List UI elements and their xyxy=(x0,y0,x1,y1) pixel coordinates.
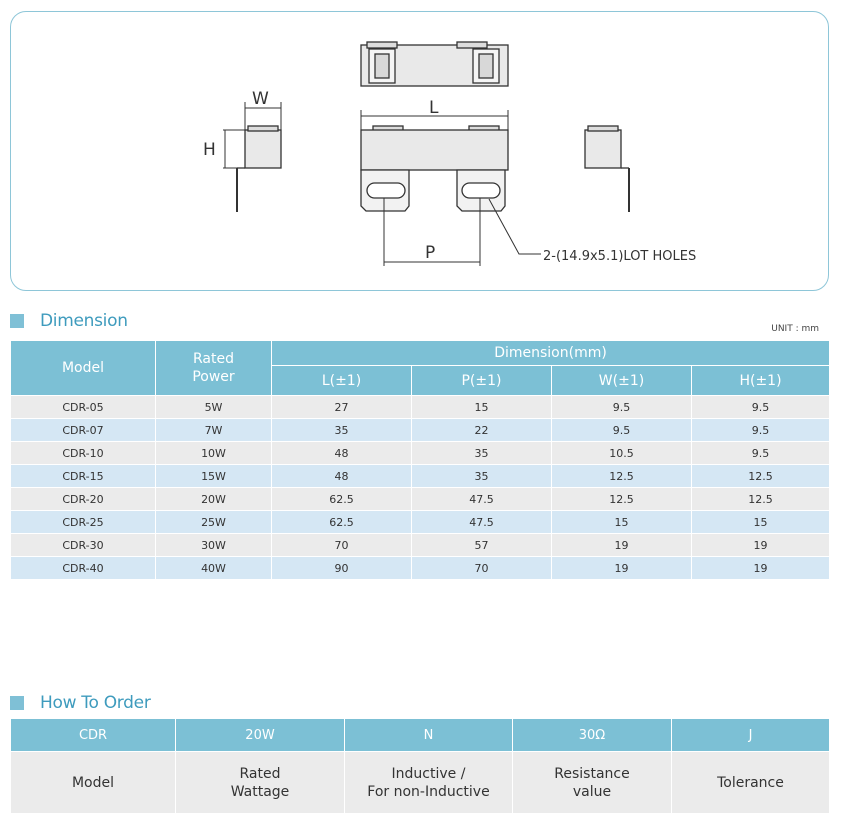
cell-w: 9.5 xyxy=(552,419,692,442)
cell-p: 47.5 xyxy=(412,511,552,534)
h-dimension-line xyxy=(223,130,245,168)
cell-model: CDR-05 xyxy=(11,396,156,419)
cell-power: 5W xyxy=(156,396,272,419)
order-table xyxy=(10,718,830,814)
cell-p: 47.5 xyxy=(412,488,552,511)
header-dimension: Dimension(mm) xyxy=(272,341,830,366)
order-description-row xyxy=(11,752,830,814)
cell-p: 15 xyxy=(412,396,552,419)
order-code-tolerance: J xyxy=(672,719,830,752)
cell-l: 90 xyxy=(272,557,412,580)
cell-power: 25W xyxy=(156,511,272,534)
table-row xyxy=(11,442,830,465)
order-desc-model: Model xyxy=(11,752,176,814)
cell-l: 48 xyxy=(272,465,412,488)
order-desc-inductive: Inductive / For non-Inductive xyxy=(345,752,513,814)
cell-power: 30W xyxy=(156,534,272,557)
dimension-title: Dimension xyxy=(40,311,128,331)
table-row xyxy=(11,465,830,488)
order-code-wattage: 20W xyxy=(176,719,345,752)
cell-p: 35 xyxy=(412,465,552,488)
side-view-right xyxy=(585,126,629,212)
top-view xyxy=(361,42,508,86)
header-rated-power: Rated Power xyxy=(156,341,272,396)
table-row xyxy=(11,557,830,580)
front-view xyxy=(361,126,508,170)
label-l: L xyxy=(429,98,439,118)
cell-p: 22 xyxy=(412,419,552,442)
label-p: P xyxy=(425,243,436,263)
cell-p: 57 xyxy=(412,534,552,557)
table-row xyxy=(11,396,830,419)
cell-h: 12.5 xyxy=(692,488,830,511)
header-h: H(±1) xyxy=(692,366,830,396)
cell-p: 35 xyxy=(412,442,552,465)
table-row xyxy=(11,419,830,442)
cell-h: 19 xyxy=(692,534,830,557)
order-desc-resistance: Resistance value xyxy=(513,752,672,814)
dimension-heading xyxy=(10,310,128,332)
header-l: L(±1) xyxy=(272,366,412,396)
header-model: Model xyxy=(11,341,156,396)
header-w: W(±1) xyxy=(552,366,692,396)
cell-h: 15 xyxy=(692,511,830,534)
resistor-dimension-diagram xyxy=(11,12,830,292)
heading-marker xyxy=(10,314,24,328)
cell-w: 9.5 xyxy=(552,396,692,419)
cell-w: 10.5 xyxy=(552,442,692,465)
cell-model: CDR-40 xyxy=(11,557,156,580)
unit-label: UNIT : mm xyxy=(771,324,819,334)
order-desc-tolerance: Tolerance xyxy=(672,752,830,814)
label-w: W xyxy=(252,89,269,109)
cell-w: 19 xyxy=(552,534,692,557)
cell-w: 12.5 xyxy=(552,465,692,488)
cell-model: CDR-20 xyxy=(11,488,156,511)
cell-power: 20W xyxy=(156,488,272,511)
cell-model: CDR-25 xyxy=(11,511,156,534)
order-code-resistance: 30Ω xyxy=(513,719,672,752)
table-row xyxy=(11,534,830,557)
cell-l: 62.5 xyxy=(272,488,412,511)
cell-l: 70 xyxy=(272,534,412,557)
cell-model: CDR-07 xyxy=(11,419,156,442)
cell-l: 35 xyxy=(272,419,412,442)
cell-model: CDR-15 xyxy=(11,465,156,488)
cell-h: 9.5 xyxy=(692,396,830,419)
cell-power: 15W xyxy=(156,465,272,488)
terminals xyxy=(361,170,505,211)
order-heading xyxy=(10,692,151,714)
order-desc-wattage: Rated Wattage xyxy=(176,752,345,814)
dimension-table xyxy=(10,340,830,580)
order-code-inductive: N xyxy=(345,719,513,752)
cell-power: 40W xyxy=(156,557,272,580)
cell-model: CDR-10 xyxy=(11,442,156,465)
cell-h: 9.5 xyxy=(692,442,830,465)
cell-w: 19 xyxy=(552,557,692,580)
cell-power: 7W xyxy=(156,419,272,442)
table-row xyxy=(11,511,830,534)
heading-marker xyxy=(10,696,24,710)
label-holes: 2-(14.9x5.1)LOT HOLES xyxy=(543,249,697,264)
cell-h: 9.5 xyxy=(692,419,830,442)
cell-p: 70 xyxy=(412,557,552,580)
order-code-model: CDR xyxy=(11,719,176,752)
cell-h: 19 xyxy=(692,557,830,580)
cell-model: CDR-30 xyxy=(11,534,156,557)
dimension-table-body xyxy=(11,396,830,580)
table-row xyxy=(11,488,830,511)
cell-w: 15 xyxy=(552,511,692,534)
header-p: P(±1) xyxy=(412,366,552,396)
label-h: H xyxy=(203,140,216,160)
cell-power: 10W xyxy=(156,442,272,465)
side-view-left xyxy=(237,126,281,212)
cell-l: 62.5 xyxy=(272,511,412,534)
cell-l: 27 xyxy=(272,396,412,419)
cell-l: 48 xyxy=(272,442,412,465)
diagram-box xyxy=(10,11,829,291)
order-title: How To Order xyxy=(40,693,151,713)
cell-w: 12.5 xyxy=(552,488,692,511)
cell-h: 12.5 xyxy=(692,465,830,488)
